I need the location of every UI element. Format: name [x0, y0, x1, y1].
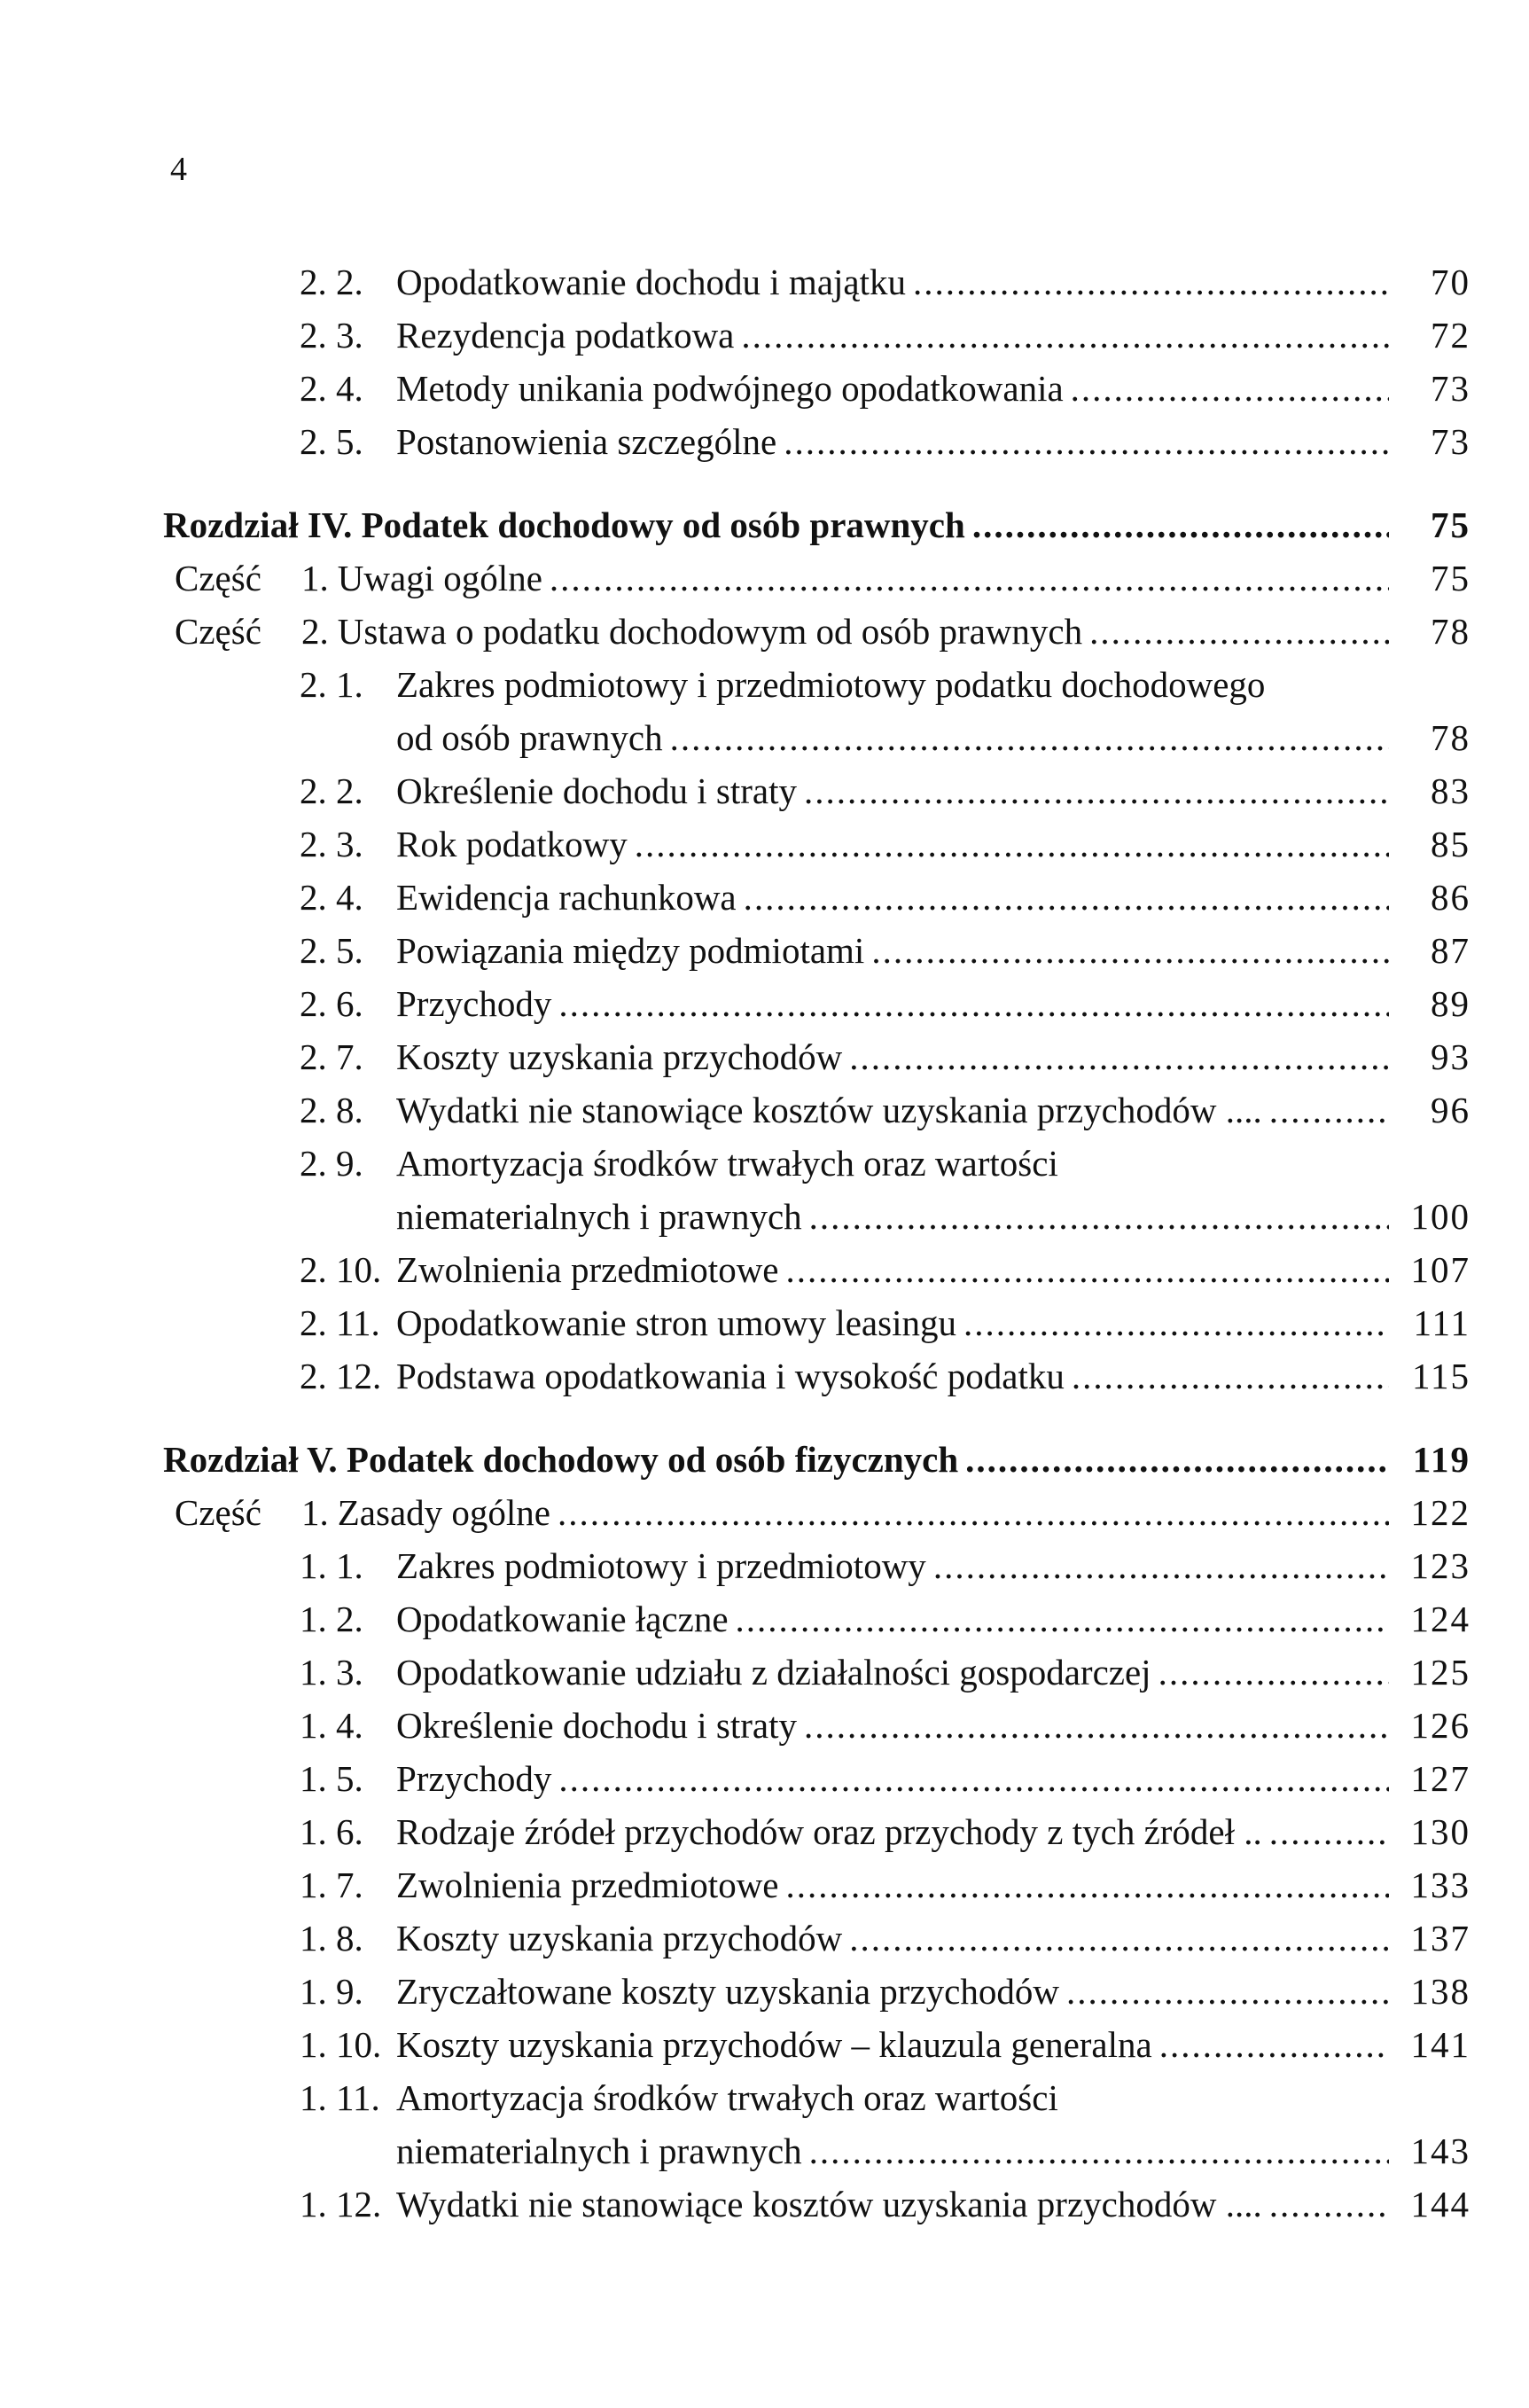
page-ref: 93 — [1431, 1036, 1470, 1077]
toc-entry — [0, 1646, 1529, 1699]
entry-number: 1. 7. — [300, 1865, 363, 1905]
page-ref: 133 — [1410, 1865, 1470, 1905]
page-ref: 70 — [1431, 262, 1470, 302]
page-ref: 123 — [1410, 1545, 1470, 1586]
entry-title: Rozdział IV. Podatek dochodowy od osób prawnych — [163, 504, 965, 545]
part-label: Część — [175, 611, 261, 652]
entry-title: niematerialnych i prawnych — [396, 2130, 802, 2171]
page-ref: 87 — [1431, 930, 1470, 971]
toc-entry — [0, 711, 1529, 764]
dot-leader — [1269, 1083, 1389, 1137]
page-ref: 124 — [1410, 1599, 1470, 1639]
entry-title: Koszty uzyskania przychodów – klauzula generalna — [396, 2024, 1152, 2065]
toc-entry — [0, 1296, 1529, 1349]
entry-number: 1. 11. — [300, 2077, 380, 2118]
dot-leader — [1066, 1965, 1389, 2018]
entry-title: Opodatkowanie udziału z działalności gospodarczej — [396, 1652, 1151, 1693]
entry-number: 2. 8. — [300, 1090, 363, 1130]
dot-leader — [670, 711, 1389, 764]
toc-entry — [0, 255, 1529, 309]
page-number: 4 — [170, 151, 187, 188]
toc-entry — [0, 309, 1529, 362]
entry-number: 1. 4. — [300, 1705, 363, 1746]
toc-entry — [0, 871, 1529, 924]
toc-entry — [0, 1699, 1529, 1752]
dot-leader — [558, 1752, 1389, 1805]
dot-leader — [849, 1030, 1389, 1083]
entry-title: Zwolnienia przedmiotowe — [396, 1249, 779, 1290]
toc-entry — [0, 1486, 1529, 1539]
page-ref: 85 — [1431, 824, 1470, 864]
dot-leader — [809, 1190, 1389, 1243]
part-label: Część — [175, 558, 261, 598]
entry-number: 2. 9. — [300, 1143, 363, 1184]
toc-entry — [0, 924, 1529, 977]
entry-number: 2. 11. — [300, 1302, 380, 1343]
dot-leader — [741, 309, 1389, 362]
entry-title: Przychody — [396, 983, 552, 1024]
entry-number: 1. 12. — [300, 2184, 382, 2224]
dot-leader — [913, 255, 1389, 309]
dot-leader — [744, 871, 1389, 924]
entry-number: 2. 4. — [300, 877, 363, 918]
page-ref: 86 — [1431, 877, 1470, 918]
entry-title: Wydatki nie stanowiące kosztów uzyskania przychodów .... — [396, 2184, 1262, 2224]
dot-leader — [963, 1296, 1389, 1349]
toc-entry — [0, 1190, 1529, 1243]
dot-leader — [965, 1433, 1389, 1486]
entry-title: Zasady ogólne — [337, 1492, 550, 1533]
page-ref: 143 — [1410, 2130, 1470, 2171]
page-ref: 75 — [1431, 504, 1470, 545]
entry-number: 2. 2. — [300, 262, 363, 302]
toc-entry — [0, 605, 1529, 658]
toc-entry — [0, 2018, 1529, 2071]
dot-leader — [1089, 605, 1389, 658]
entry-title: niematerialnych i prawnych — [396, 1196, 802, 1237]
entry-number: 2. 10. — [300, 1249, 382, 1290]
entry-number: 2. 12. — [300, 1356, 382, 1396]
dot-leader — [786, 1858, 1389, 1912]
entry-number: 2. 7. — [300, 1036, 363, 1077]
entry-title: Określenie dochodu i straty — [396, 770, 798, 811]
page-ref: 144 — [1410, 2184, 1470, 2224]
entry-title: Opodatkowanie stron umowy leasingu — [396, 1302, 956, 1343]
dot-leader — [1072, 1349, 1389, 1403]
toc-entry — [0, 1137, 1529, 1190]
entry-title: Rezydencja podatkowa — [396, 315, 735, 356]
entry-number: 2. 3. — [300, 315, 363, 356]
dot-leader — [786, 1243, 1389, 1296]
toc-entry — [0, 764, 1529, 817]
entry-number: 2. 4. — [300, 368, 363, 409]
toc-entry — [0, 1030, 1529, 1083]
entry-title: Zakres podmiotowy i przedmiotowy podatku dochodowego — [396, 664, 1266, 705]
page-ref: 83 — [1431, 770, 1470, 811]
entry-number: 1. 9. — [300, 1971, 363, 2012]
page-ref: 75 — [1431, 558, 1470, 598]
entry-title: Postanowienia szczególne — [396, 421, 777, 462]
page-ref: 78 — [1431, 611, 1470, 652]
entry-title: Przychody — [396, 1758, 552, 1799]
page-ref: 100 — [1410, 1196, 1470, 1237]
entry-number: 1. 2. — [300, 1599, 363, 1639]
entry-title: Zryczałtowane koszty uzyskania przychodów — [396, 1971, 1059, 2012]
toc-entry — [0, 1243, 1529, 1296]
toc-entry — [0, 1539, 1529, 1592]
dot-leader — [849, 1912, 1389, 1965]
chapter-heading — [0, 498, 1529, 551]
entry-title: Opodatkowanie dochodu i majątku — [396, 262, 907, 302]
dot-leader — [736, 1592, 1389, 1646]
entry-number: 2. 3. — [300, 824, 363, 864]
entry-number: 1. 5. — [300, 1758, 363, 1799]
dot-leader — [1158, 1646, 1389, 1699]
entry-number: 1. 3. — [300, 1652, 363, 1693]
entry-title: Rok podatkowy — [396, 824, 628, 864]
page-ref: 107 — [1410, 1249, 1470, 1290]
entry-number: 1. 8. — [300, 1918, 363, 1958]
entry-title: od osób prawnych — [396, 717, 663, 758]
entry-title: Ewidencja rachunkowa — [396, 877, 737, 918]
entry-title: Koszty uzyskania przychodów — [396, 1918, 843, 1958]
entry-title: Rozdział V. Podatek dochodowy od osób fizycznych — [163, 1439, 959, 1480]
entry-number: 1. — [301, 558, 329, 598]
entry-number: 2. 6. — [300, 983, 363, 1024]
page-ref: 125 — [1410, 1652, 1470, 1693]
entry-number: 1. 1. — [300, 1545, 363, 1586]
page-ref: 137 — [1410, 1918, 1470, 1958]
entry-number: 1. 6. — [300, 1811, 363, 1852]
page-ref: 96 — [1431, 1090, 1470, 1130]
entry-number: 2. 5. — [300, 421, 363, 462]
dot-leader — [1159, 2018, 1389, 2071]
toc-entry — [0, 2124, 1529, 2177]
dot-leader — [550, 551, 1389, 605]
entry-title: Amortyzacja środków trwałych oraz wartości — [396, 1143, 1058, 1184]
entry-title: Opodatkowanie łączne — [396, 1599, 729, 1639]
page-ref: 130 — [1410, 1811, 1470, 1852]
toc-entry — [0, 1912, 1529, 1965]
dot-leader — [1269, 2177, 1389, 2231]
page-ref: 78 — [1431, 717, 1470, 758]
entry-title: Powiązania między podmiotami — [396, 930, 865, 971]
toc-entry — [0, 977, 1529, 1030]
part-label: Część — [175, 1492, 261, 1533]
dot-leader — [804, 764, 1389, 817]
dot-leader — [1269, 1805, 1389, 1858]
entry-title: Uwagi ogólne — [337, 558, 542, 598]
toc-entry — [0, 2071, 1529, 2124]
page-ref: 89 — [1431, 983, 1470, 1024]
toc-entry — [0, 415, 1529, 468]
toc-entry — [0, 1083, 1529, 1137]
dot-leader — [558, 1486, 1389, 1539]
toc-entry — [0, 817, 1529, 871]
entry-title: Metody unikania podwójnego opodatkowania — [396, 368, 1064, 409]
page-ref: 127 — [1410, 1758, 1470, 1799]
page-ref: 72 — [1431, 315, 1470, 356]
entry-number: 2. 5. — [300, 930, 363, 971]
entry-title: Amortyzacja środków trwałych oraz wartości — [396, 2077, 1058, 2118]
entry-number: 2. 1. — [300, 664, 363, 705]
page-ref: 138 — [1410, 1971, 1470, 2012]
entry-title: Koszty uzyskania przychodów — [396, 1036, 843, 1077]
entry-number: 2. — [301, 611, 329, 652]
dot-leader — [1071, 362, 1389, 415]
entry-number: 1. — [301, 1492, 329, 1533]
toc-entry — [0, 1752, 1529, 1805]
toc-entry — [0, 1592, 1529, 1646]
toc-entry — [0, 1805, 1529, 1858]
dot-leader — [972, 498, 1389, 551]
page-ref: 119 — [1412, 1439, 1470, 1480]
page-ref: 122 — [1410, 1492, 1470, 1533]
dot-leader — [933, 1539, 1389, 1592]
entry-title: Ustawa o podatku dochodowym od osób prawnych — [337, 611, 1083, 652]
entry-number: 2. 2. — [300, 770, 363, 811]
page-ref: 73 — [1431, 368, 1470, 409]
chapter-heading — [0, 1433, 1529, 1486]
dot-leader — [804, 1699, 1389, 1752]
dot-leader — [809, 2124, 1389, 2177]
dot-leader — [635, 817, 1389, 871]
toc-entry — [0, 1349, 1529, 1403]
dot-leader — [784, 415, 1389, 468]
page-ref: 73 — [1431, 421, 1470, 462]
entry-title: Zwolnienia przedmiotowe — [396, 1865, 779, 1905]
toc-entry — [0, 2177, 1529, 2231]
toc-entry — [0, 1965, 1529, 2018]
toc-entry — [0, 551, 1529, 605]
dot-leader — [871, 924, 1389, 977]
toc-entry — [0, 658, 1529, 711]
entry-title: Wydatki nie stanowiące kosztów uzyskania przychodów .... — [396, 1090, 1262, 1130]
entry-title: Określenie dochodu i straty — [396, 1705, 798, 1746]
dot-leader — [558, 977, 1389, 1030]
entry-title: Podstawa opodatkowania i wysokość podatku — [396, 1356, 1065, 1396]
page-ref: 141 — [1410, 2024, 1470, 2065]
toc-entry — [0, 362, 1529, 415]
page-ref: 115 — [1412, 1356, 1470, 1396]
entry-title: Rodzaje źródeł przychodów oraz przychody z tych źródeł .. — [396, 1811, 1262, 1852]
entry-title: Zakres podmiotowy i przedmiotowy — [396, 1545, 926, 1586]
toc-entry — [0, 1858, 1529, 1912]
entry-number: 1. 10. — [300, 2024, 382, 2065]
page-ref: 126 — [1410, 1705, 1470, 1746]
page-ref: 111 — [1413, 1302, 1470, 1343]
